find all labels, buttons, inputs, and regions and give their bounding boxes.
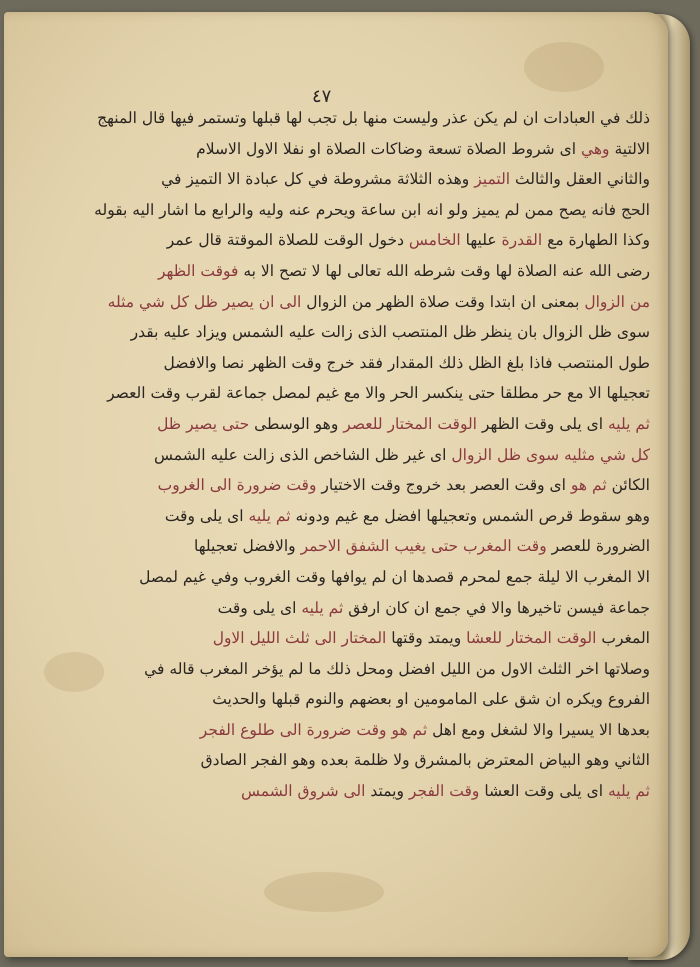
text-line — [30, 134, 650, 165]
text-segment: الالتية — [609, 139, 650, 158]
text-segment: ذلك في العبادات ان لم يكن عذر وليست منها بل تجب لها قبلها وتستمر فيها قال المنهج — [97, 109, 650, 127]
text-line — [30, 501, 650, 532]
text-line — [30, 654, 650, 685]
text-segment: تعجيلها الا مع حر مطلقا حتى ينكسر الحر والا مع غيم لمصل جماعة لقرب وقت العصر — [107, 384, 650, 403]
rubricated-text: وقت ضرورة الى طلوع الفجر — [199, 720, 387, 739]
text-line — [30, 562, 650, 593]
rubricated-text: ثم يليه — [301, 598, 344, 617]
text-line — [30, 776, 650, 807]
text-line — [30, 103, 650, 134]
text-segment: ويمتد — [365, 782, 409, 801]
text-segment: والثاني العقل والثالث — [510, 170, 650, 189]
text-segment: الحج فانه يصح ممن لم يميز ولو انه ابن ساعة ويحرم عنه وليه والرابع ما اشار اليه بقوله — [94, 200, 650, 219]
text-segment: بان ينظر ظل المنتصب الذى زالت عليه الشمس ويزاد عليه بقدر — [130, 323, 543, 342]
text-segment: ويمتد وقتها — [386, 629, 467, 648]
rubricated-text: ثم يليه — [608, 782, 650, 801]
text-segment: والافضل تعجيلها — [194, 537, 301, 556]
rubricated-text: وقت المغرب حتى يغيب الشفق الاحمر — [300, 537, 547, 556]
text-segment: الكائن — [606, 476, 650, 495]
rubricated-text: المختار الى ثلث الليل الاول — [212, 629, 387, 648]
text-line — [30, 623, 650, 654]
rubricated-text: الوقت المختار للعصر — [343, 414, 477, 433]
text-segment: اى يلى وقت العشا — [479, 782, 608, 801]
text-line — [30, 715, 650, 746]
text-segment: وهو سقوط قرص الشمس وتعجيلها افضل مع غيم ودونه — [290, 506, 650, 525]
stain — [524, 42, 604, 92]
rubricated-text: التميز — [474, 170, 511, 189]
text-segment: طول المنتصب فاذا بلغ الظل ذلك المقدار فقد خرج وقت الظهر نصا والافضل — [163, 353, 650, 372]
text-segment: وصلاتها اخر الثلث الاول من الليل افضل ومحل ذلك ما لم يؤخر المغرب قاله في — [144, 659, 650, 678]
text-line — [30, 409, 650, 440]
text-line — [30, 225, 650, 256]
text-segment: اى وقت العصر بعد خروج وقت الاختيار — [316, 476, 571, 495]
text-segment: الا المغرب الا ليلة جمع لمحرم قصدها ان لم يوافها وقت الغروب وفي غيم لمصل — [139, 567, 650, 586]
folio-number: ٤٧ — [312, 86, 332, 107]
rubricated-text: الى ان يصير ظل كل شي مثله — [107, 292, 302, 311]
text-segment: عليها — [460, 231, 502, 250]
rubricated-text: وقت الفجر — [408, 782, 480, 801]
text-segment: وكذا الطهارة مع — [542, 231, 650, 250]
text-line — [30, 256, 650, 287]
rubricated-text: من الزوال — [584, 292, 650, 311]
rubricated-text: ثم يليه — [248, 506, 291, 525]
text-segment: اى شروط الصلاة تسعة وضاكات الصلاة او نفلا الاول الاسلام — [196, 139, 581, 158]
rubricated-text: كل شي مثليه سوى ظل الزوال — [451, 445, 650, 464]
rubricated-text: ثم هو — [570, 476, 607, 495]
stain — [264, 872, 384, 912]
text-segment: جماعة فيسن تاخيرها والا في جمع ان كان ارفق — [343, 598, 650, 617]
text-line — [30, 470, 650, 501]
rubricated-text: الى شروق الشمس — [241, 782, 366, 801]
rubricated-text: فوقت الظهر — [158, 261, 239, 280]
text-segment: وهذه الثلاثة مشروطة في كل عبادة الا التميز في — [161, 170, 475, 189]
rubricated-text: الوقت المختار للعشا — [466, 629, 597, 648]
text-line — [30, 195, 650, 226]
rubricated-text: ثم يليه — [608, 414, 650, 433]
text-line — [30, 531, 650, 562]
text-line — [30, 287, 650, 318]
text-line — [30, 378, 650, 409]
text-line — [30, 164, 650, 195]
text-line — [30, 348, 650, 379]
text-segment: الضرورة للعصر — [546, 537, 650, 556]
text-segment: اى يلى وقت الظهر — [477, 414, 608, 433]
text-line — [30, 745, 650, 776]
rubricated-text: حتى يصير ظل — [157, 414, 250, 433]
rubricated-text: وقت ضرورة الى الغروب — [157, 476, 317, 495]
rubricated-text: الخامس — [408, 231, 461, 250]
rubricated-text: القدرة — [501, 231, 543, 250]
text-segment: بعدها الا يسيرا والا لشغل ومع اهل — [427, 720, 650, 739]
text-segment: اى يلى وقت — [164, 506, 249, 525]
text-segment: اى غير ظل الشاخص الذى زالت عليه الشمس — [154, 445, 452, 464]
text-line — [30, 317, 650, 348]
text-segment: رضى الله عنه الصلاة لها وقت شرطه الله تعالى لها لا تصح الا به — [238, 261, 650, 280]
text-segment: وهو الوسطى — [249, 414, 344, 433]
text-segment: المغرب — [596, 629, 650, 648]
text-block — [30, 103, 650, 807]
text-line — [30, 593, 650, 624]
text-line — [30, 684, 650, 715]
text-segment: سوى ظل الزوال — [542, 323, 650, 342]
text-line — [30, 440, 650, 471]
text-segment: بمعنى ان ابتدا وقت صلاة الظهر من الزوال — [301, 292, 585, 311]
text-segment: الفروع ويكره ان شق على المامومين او بعضهم والنوم قبلها والحديث — [212, 690, 650, 709]
rubricated-text: وهي — [580, 139, 610, 158]
text-segment: اى يلى وقت — [217, 598, 302, 617]
text-segment: الثاني وهو البياض المعترض بالمشرق ولا ظلمة بعده وهو الفجر الصادق — [200, 751, 650, 770]
text-segment: دخول الوقت للصلاة الموقتة قال عمر — [166, 231, 409, 250]
rubricated-text: ثم هو — [391, 720, 428, 739]
